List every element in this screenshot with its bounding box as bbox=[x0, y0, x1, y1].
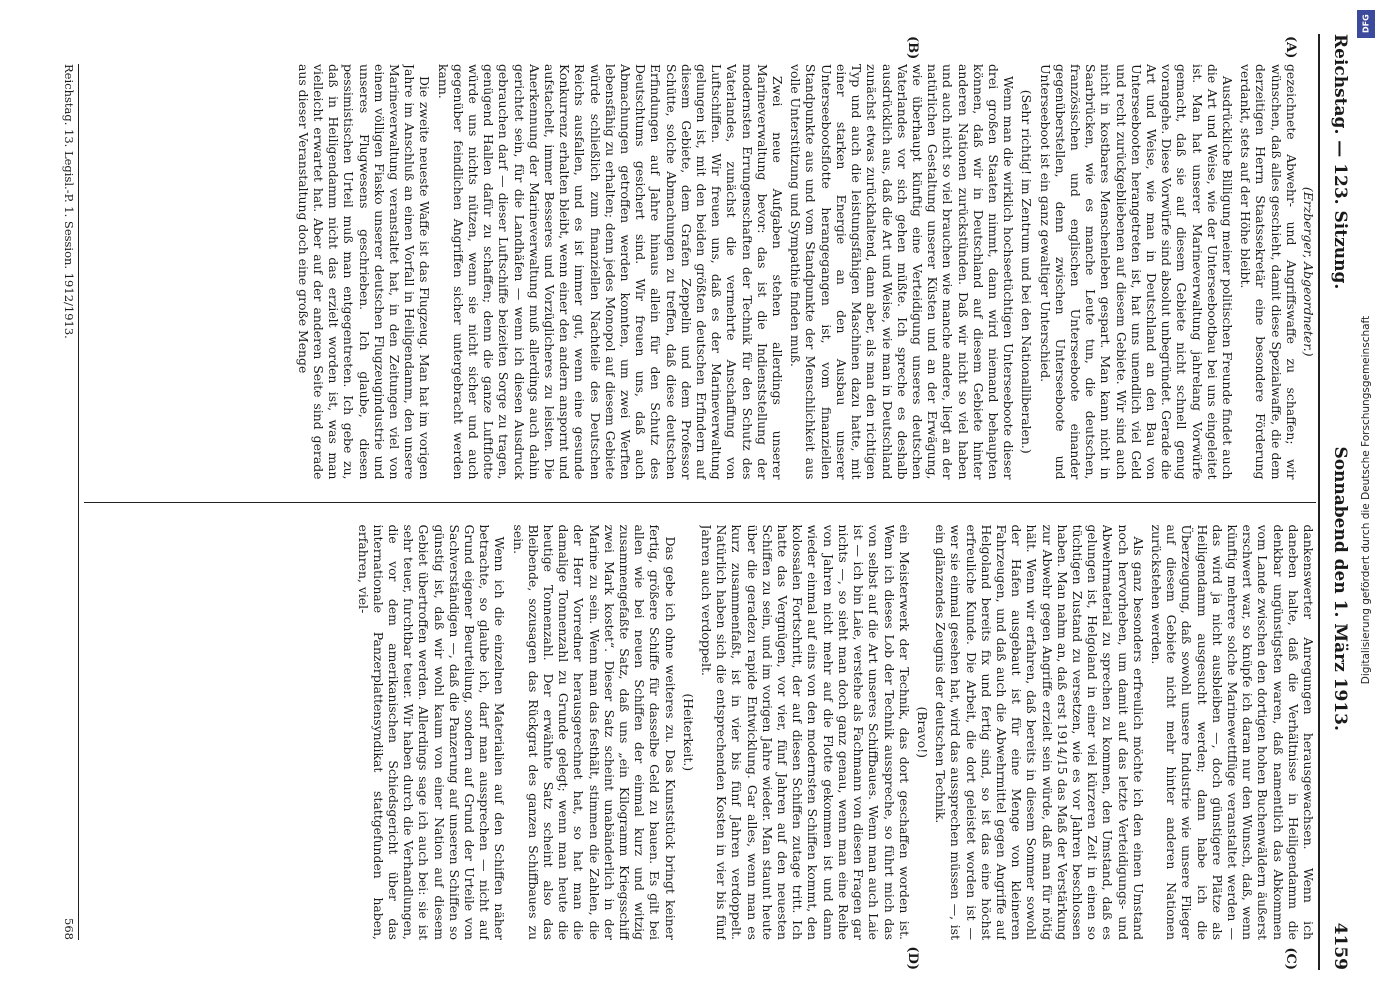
paragraph: Wenn man die wirklich hochseetüchtigen Unterseeboote dieser drei großen Staaten nimmt, dann wird niemand behaupten können, daß wir in Deutschland auf diesem Gebiete hinter anderen Nationen zurückstünden. Daß wir nicht so viel haben und auch nicht so viel brauchen wie manche andere, liegt an der natürlichen Gestaltung unserer Küsten und an der Erwägung, wie überhaupt künftig eine Verteidigung unseres deutschen Vaterlandes vor sich gehen müßte. Ich spreche es deshalb ausdrücklich aus, daß die Art und Weise, wie man in Deutschland zunächst etwas zurückhaltend, dann aber, als man den richtigen Typ und auch die leistungsfähigen Maschinen dazu hatte, mit einer starken Energie an den Ausbau unserer Unterseebootsflotte herangegangen ist, vom finanziellen Standpunkte aus und vom Standpunkte der Menschlichkeit aus volle Unterstützung und Sympathie finden muß. bbox=[788, 64, 1017, 480]
imprint-text: Digitalisierung gefördert durch die Deutsche Forschungsgemeinschaft bbox=[1360, 315, 1372, 685]
margin-mark-b: (B) bbox=[905, 36, 920, 60]
paragraph: Wenn ich die einzelnen Materialien auf den Schiffen näher betrachte, so glaube ich, darf man aussprechen — nicht auf Grund eigener Beurteilung, sondern auf Grund der Urteile von Sachverständigen —, daß die Panzerung auf unseren Schiffen so günstig ist, daß wir wohl kaum von einer Nation auf diesem Gebiet übertroffen werden. Allerdings sage ich auch bei: sie ist sehr teuer, furchtbar teuer. Wir haben durch die Verhandlungen, die vor dem amerikanischen Schiedsgericht über das internationale Panzerplattensyndikat stattgefunden haben, erfahren, viel- bbox=[355, 524, 508, 940]
text-columns bbox=[84, 64, 1316, 940]
footer-sheet-number: 568 bbox=[62, 918, 76, 940]
interjection: (Heiterkeit.) bbox=[680, 693, 696, 772]
margin-mark-c: (C) bbox=[1283, 947, 1298, 970]
header-date: Sonnabend den 1. März 1913. bbox=[1330, 446, 1350, 731]
paragraph: Die zweite neueste Waffe ist das Flugzeug. Man hat im vorigen Jahre im Anschluß an einen Vorfall in Heiligendamm, den unsere Marineverwaltung veranstaltet hat, in den Zeitungen viel von einem völligen Fiasko unserer deutschen Flugzeugindustrie und unseres Flugwesens geschrieben. Ich glaube, diesen pessimistischen Urteil muß man entgegentreten. Ich gebe zu, daß in Heiligendamm nicht das erzielt worden ist, was man vielleicht erwartet hat. Aber auf der anderen Seite sind gerade aus dieser Veranstaltung doch eine große Menge bbox=[295, 64, 433, 480]
column-right bbox=[84, 525, 1316, 941]
paragraph: dankenswerter Anregungen herausgewachsen. Wenn ich daneben halte, daß die Verhältnisse in Heiligendamm die denkbar ungünstigsten waren, daß namentlich das Abkommen vom Lande zwischen den dortigen hohen Buchenwäldern äußerst erschwert war, so knüpfe ich daran nur den Wunsch, daß, wenn künftig mehrere solche Marinewettflüge veranstaltet werden — das wird ja nicht ausbleiben —, doch günstigere Plätze als Heiligendamm ausgesucht werden; dann habe ich die Überzeugung, daß sowohl unsere Industrie wie unsere Flieger auf diesem Gebiete nicht mehr hinter anderen Nationen zurückstehen werden. bbox=[1148, 524, 1316, 940]
interjection: (Bravo!) bbox=[914, 706, 930, 759]
column-left bbox=[84, 64, 1316, 480]
header-left: Reichstag. — 123. Sitzung. bbox=[1330, 34, 1350, 290]
paragraph: Das gebe ich ohne weiteres zu. Das Kunststück bringt keiner fertig, größere Schiffe für dasselbe Geld zu bauen. Es gilt bei allen wie bei neuen Schiffen der einmal kurz und witzig zusammengefaßte Satz, daß uns „ein Kilogramm Kriegsschiff zwei Mark kostet“. Dieser Satz scheint unabänderlich in der Marine zu sein. Wenn man das festhält, stimmen die Zahlen, die der Herr Vorredner herausgerechnet hat, so hat man die damalige Tonnenzahl zu Grunde gelegt; wenn man heute die heutige Tonnenzahl. Der erwähnte Satz scheint also das Bleibende, sozusagen das Rückgrat des ganzen Schiffbaues zu sein. bbox=[510, 524, 678, 940]
document-page bbox=[40, 34, 1360, 970]
paragraph: Als ganz besonders erfreulich möchte ich den einen Umstand noch hervorheben, um damit auf das letzte Verteidigungs- und Abwehrmaterial zu sprechen zu kommen, den Umstand, daß es gelungen ist, Helgoland in einer viel kürzeren Zeit in einen so tüchtigen Zustand zu versetzen, wie es vor Jahren beschlossen haben. Man nahm an, daß erst 1914/15 das Maß der Verstärkung zur Abwehr gegen Angriffe erzielt sein würde, daß man für nötig hält. Wenn wir erfahren, daß bereits in diesem Sommer sowohl der Hafen ausgebaut ist für eine Menge von kleineren Fahrzeugen, und daß auch die Abwehrmittel gegen Angriffe auf Helgoland bereits fix und fertig sind, so ist das eine höchst erfreuliche Kunde. Die Arbeit, die dort geleistet worden ist — wer sie einmal gesehen hat, wird das aussprechen müssen —, ist ein glänzendes Zeugnis der deutschen Technik. bbox=[933, 524, 1146, 940]
speaker-note: (Erzberger, Abgeordneter.) bbox=[1301, 186, 1316, 357]
interjection: (Sehr richtig! im Zentrum und bei den Nationalliberalen.) bbox=[1019, 89, 1035, 454]
margin-mark-d: (D) bbox=[905, 946, 920, 970]
footer-session: Reichstag. 13. Legisl.-P. 1. Session. 1912/1913. bbox=[62, 64, 76, 339]
paragraph: Zwei neue Aufgaben stehen allerdings unserer Marineverwaltung bevor: das ist die Indienststellung der modernsten Errungenschaften der Technik für den Schutz des Vaterlandes, zunächst die vermehrte Anschaffung von Luftschiffen. Wir freuen uns, daß es der Marineverwaltung gelungen ist, mit den beiden größten deutschen Erfindern auf diesem Gebiete, dem Grafen Zeppelin und dem Professor Schütte, solche Abmachungen zu treffen, daß diese deutschen Erfindungen auf Jahre hinaus allein für den Schutz des Deutschtums gesichert sind. Wir freuen uns, daß auch Abmachungen getroffen werden konnten, um zwei Werften lebensfähig zu erhalten; denn jedes Monopol auf diesem Gebiete würde schließlich zum finanziellen Nachteile des Deutschen Reichs ausfallen, und es ist immer gut, wenn eine gesunde Konkurrenz erhalten bleibt, wenn einer den andern anspornt und aufstachelt, immer Besseres und Vorzüglicheres zu leisten. Die Anerkennung der Marineverwaltung muß allerdings auch dahin gerichtet sein, für die Landhäfen — wenn ich diesen Ausdruck gebrauchen darf — dieser Luftschiffe beizeiten Sorge zu tragen, genügend Hallen dafür zu schaffen; denn die ganze Luftflotte würde uns nichts nützen, wenn sie nicht sicher und auch gegenüber feindlichen Angriffen sicher untergebracht werden kann. bbox=[435, 64, 786, 480]
paragraph: ein Meisterwerk der Technik, das dort geschaffen worden ist. Wenn ich dieses Lob der Technik ausspreche, so führt mich das von selbst auf die Art unseres Schiffbaues. Wenn man auch Laie ist — ich bin Laie, verstehe als Fachmann von diesen Fragen gar nichts —, so sieht man doch ganz genau, wenn man eine Reihe von Jahren nicht mehr auf die Flotte gekommen ist und dann wieder einmal auf eins von den modernsten Schiffen kommt, den kolossalen Fortschritt, der auf diesen Schiffen zutage tritt. Ich hatte das Vergnügen, vor vier, fünf Jahren auf den neuesten Schiffen zu sein, und im vorigen Jahre wieder. Man staunt heute über die geradezu rapide Entwicklung. Gar alles, wenn man es kurz zusammenfaßt, ist in vier bis fünf Jahren verdoppelt. Natürlich haben sich die entsprechenden Kosten in vier bis fünf Jahren auch verdoppelt. bbox=[699, 524, 912, 940]
paragraph: Ausdrückliche Billigung meiner politischen Freunde findet auch die Art und Weise, wie der Unterseebootbau bei uns eingeleitet ist. Man hat unserer Marineverwaltung jahrelang Vorwürfe gemacht, daß sie auf diesem Gebiete nicht schnell genug vorangehe. Diese Vorwürfe sind absolut unbegründet. Gerade die Art und Weise, wie man in Deutschland an den Bau von Unterseebooten herangetreten ist, hat uns unendlich viel Geld und recht zurückgebliebenen auf diesem Gebiete. Wir sind auch nicht in kostbares Menschenleben gespart. Man kann nicht in Saarbrücken, wie es manche Leute tun, die deutschen, französischen und englischen Unterseeboote einander gegenüberstellen, denn zwischen Unterseeboote und Unterseeboot ist ein ganz gewaltiger Unterschied. bbox=[1037, 64, 1235, 480]
rotated-page-content bbox=[50, 34, 1350, 970]
column-divider bbox=[84, 502, 1316, 503]
dfg-logo: DFG bbox=[1357, 10, 1375, 38]
digitization-imprint bbox=[1349, 0, 1383, 1000]
page-header bbox=[1318, 34, 1350, 970]
page-footer bbox=[56, 64, 79, 940]
margin-mark-a: (A) bbox=[1283, 36, 1298, 59]
page-number: 4159 bbox=[1330, 922, 1350, 970]
paragraph: gezeichnete Abwehr- und Angriffswaffe zu schaffen; wir wünschen, daß alles geschieht, damit diese Spezialwaffe, die dem derzeitigen Herrn Staatssekretär eine besondere Förderung verdankt, stets auf der Höhe bleibt. bbox=[1238, 64, 1299, 480]
